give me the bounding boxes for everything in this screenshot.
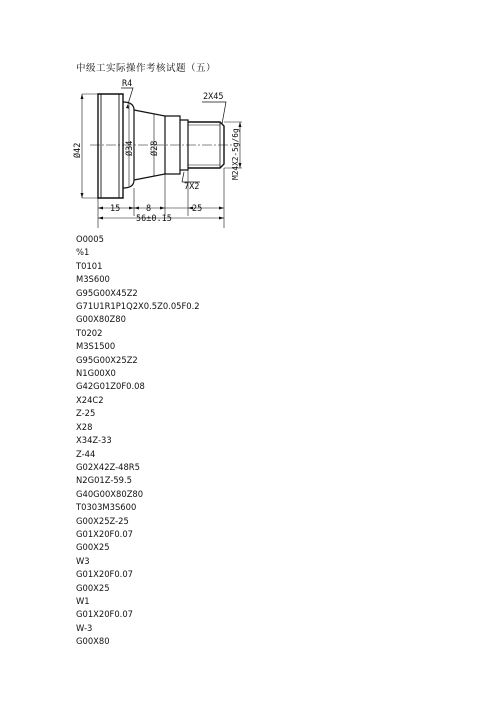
diameter-42-label: Ø42 — [73, 142, 83, 158]
radius-label: R4 — [122, 79, 133, 89]
program-line: G95G00X25Z2 — [76, 354, 138, 365]
program-line: Z-44 — [76, 448, 96, 459]
nc-program-listing — [76, 233, 200, 649]
groove-label: 7X2 — [184, 182, 200, 192]
program-line: T0202 — [76, 327, 103, 338]
program-line: N1G00X0 — [76, 368, 116, 379]
program-line: G00X80Z80 — [76, 314, 126, 325]
program-line: G40G00X80Z80 — [76, 488, 144, 499]
program-line: X24C2 — [76, 394, 104, 405]
program-line: G00X25 — [76, 542, 110, 553]
program-line: N2G01Z-59.5 — [76, 475, 132, 486]
program-line: Z-25 — [76, 408, 96, 419]
program-line: G01X20F0.07 — [76, 569, 134, 580]
program-line: G02X42Z-48R5 — [76, 461, 140, 472]
program-line: G01X20F0.07 — [76, 528, 134, 539]
program-line: T0303M3S600 — [76, 502, 137, 513]
program-line: M3S600 — [76, 274, 110, 285]
length-15-label: 15 — [110, 204, 121, 214]
program-line: G95G00X45Z2 — [76, 287, 138, 298]
program-line: G71U1R1P1Q2X0.5Z0.05F0.2 — [76, 301, 200, 312]
program-line: O0005 — [76, 234, 104, 244]
program-line: G00X25Z-25 — [76, 515, 129, 526]
program-line: G00X25 — [76, 582, 110, 593]
overall-length-label: 56±0.15 — [136, 214, 172, 224]
program-line: G00X80 — [76, 636, 110, 647]
program-line: G01X20F0.07 — [76, 609, 134, 620]
diameter-34-label: Ø34 — [125, 140, 135, 156]
program-line: W-3 — [76, 622, 93, 633]
program-line: W3 — [76, 555, 90, 566]
thread-label: M24X2-5g/6g — [231, 128, 240, 180]
program-line: X28 — [76, 421, 93, 432]
program-line: T0101 — [76, 260, 103, 271]
program-line: W1 — [76, 595, 90, 606]
program-line: M3S1500 — [76, 341, 116, 352]
part-drawing — [70, 76, 260, 232]
program-line: %1 — [76, 247, 90, 258]
program-line: G42G01Z0F0.08 — [76, 381, 145, 392]
length-8-label: 8 — [146, 204, 152, 214]
length-25-label: 25 — [192, 204, 203, 214]
program-line: X34Z-33 — [76, 435, 112, 446]
chamfer-label: 2X45 — [203, 92, 224, 102]
document-title: 中级工实际操作考核试题（五） — [76, 63, 217, 74]
diameter-28-label: Ø28 — [150, 140, 160, 156]
